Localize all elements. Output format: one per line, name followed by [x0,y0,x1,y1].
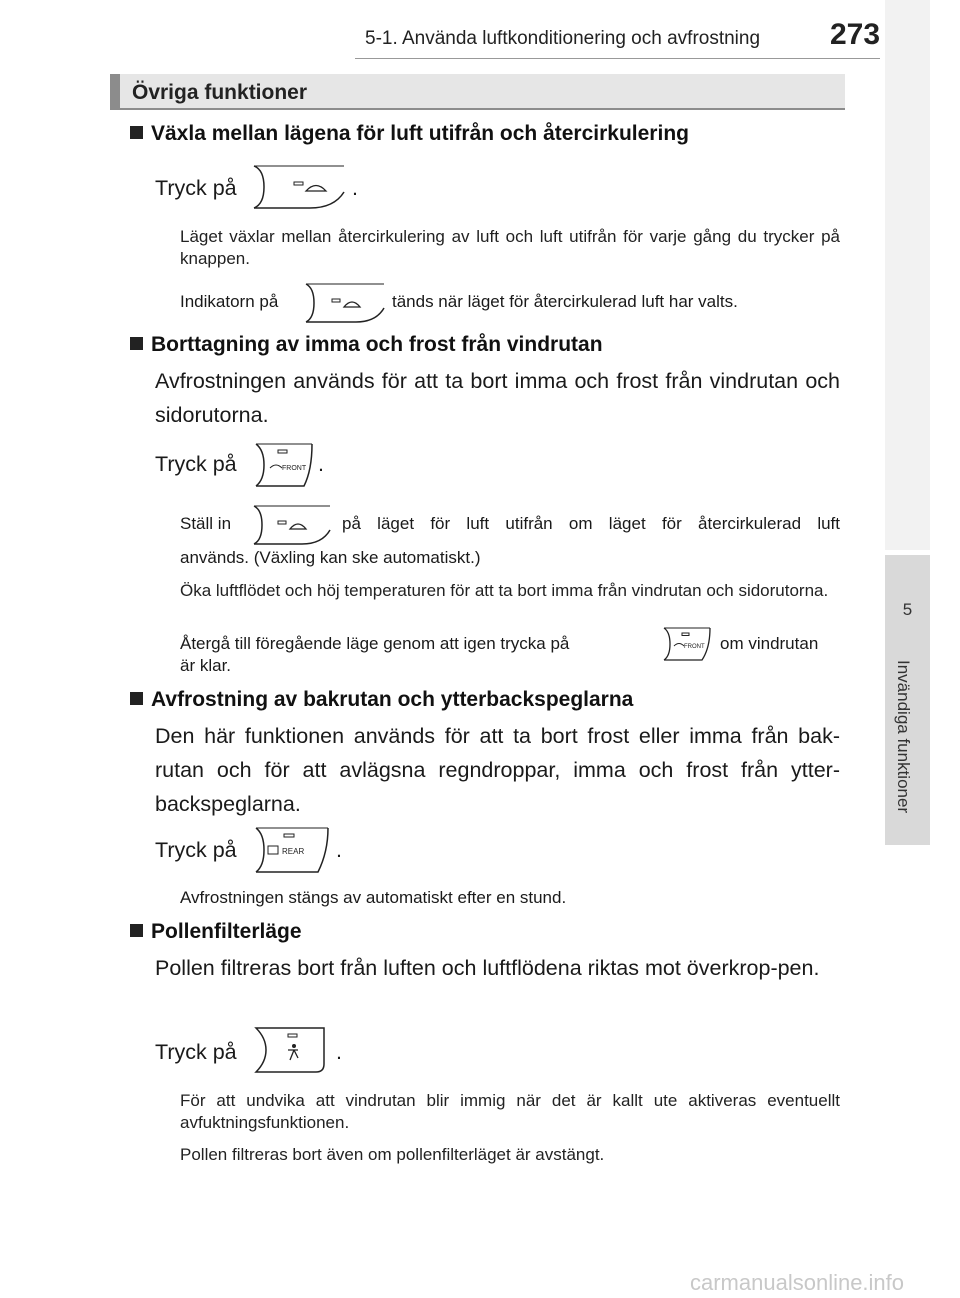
chapter-label: Invändiga funktioner [894,660,913,814]
svg-text:FRONT: FRONT [684,644,705,650]
press-prefix: Tryck på [155,838,237,862]
bullet-square-icon [130,337,143,350]
recirculation-button-icon [250,162,346,212]
heading-pollen-filter: Pollenfilterläge [130,920,302,944]
section-title-bar [110,74,845,110]
body-text: Pollen filtreras bort från luften och luftflödena riktas mot överkrop-pen. [155,956,820,980]
page-number: 273 [830,18,881,51]
note-text: Avfrostningen stängs av automatiskt efter en stund. [180,888,567,907]
watermark: carmanualsonline.info [690,1270,905,1295]
note-continuation: används. (Växling kan ske automatiskt.) [180,548,481,567]
bullet-square-icon [130,692,143,705]
body-text: Avfrostningen används för att ta bort imma och frost från vindrutan och sidorutorna. [155,369,840,427]
press-prefix: Tryck på [155,176,237,200]
press-prefix: Tryck på [155,452,237,476]
bullet-square-icon [130,126,143,139]
press-suffix: . [318,452,324,476]
body-text: Den här funktionen används för att ta bort frost eller imma från bak-rutan och för att avlägsna regndroppar, imma och frost från ytter-backspeglarna. [155,724,840,816]
note-prefix: Återgå till föregående läge genom att igen trycka på [180,634,570,653]
note-suffix: tänds när läget för återcirkulerad luft har valts. [392,292,738,311]
press-prefix: Tryck på [155,1040,237,1064]
press-suffix: . [336,838,342,862]
running-header-title: 5-1. Använda luftkonditionering och avfrostning [365,28,761,49]
heading-rear-defrost: Avfrostning av bakrutan och ytterbackspeglarna [130,688,633,712]
heading-recirculation: Växla mellan lägena för luft utifrån och återcirkulering [130,122,689,146]
note-text: För att undvika att vindrutan blir immig när det är kallt ute aktiveras eventuellt avfuktningsfunktionen. [180,1091,840,1132]
note-suffix: på läget för luft utifrån om läget för återcirkulerad luft [342,514,840,533]
svg-text:REAR: REAR [282,847,305,856]
rear-defroster-button-icon [252,824,332,876]
chapter-number: 5 [902,600,913,619]
svg-text:FRONT: FRONT [282,465,307,472]
header-divider [355,58,880,59]
heading-windshield-defrost: Borttagning av imma och frost från vindrutan [130,333,603,357]
front-defroster-button-icon [252,440,314,490]
note-text: Öka luftflödet och höj temperaturen för att ta bort imma från vindrutan och sidorutorna. [180,581,829,600]
note-prefix: Ställ in [180,514,232,533]
recirculation-button-icon [302,280,386,326]
note-suffix: om vindrutan [720,634,819,653]
bullet-square-icon [130,924,143,937]
note-prefix: Indikatorn på [180,292,279,311]
press-suffix: . [352,176,358,200]
recirculation-button-icon [250,502,332,548]
note-text: Läget växlar mellan återcirkulering av luft och luft utifrån för varje gång du trycker på knappen. [180,227,840,268]
section-title: Övriga funktioner [132,81,308,104]
pollen-filter-button-icon [252,1024,328,1074]
note-text: Pollen filtreras bort även om pollenfilterläget är avstängt. [180,1145,605,1164]
press-suffix: . [336,1040,342,1064]
note-continuation: är klar. [180,656,232,675]
front-defroster-button-icon [660,624,712,664]
side-tab-background [885,0,930,550]
